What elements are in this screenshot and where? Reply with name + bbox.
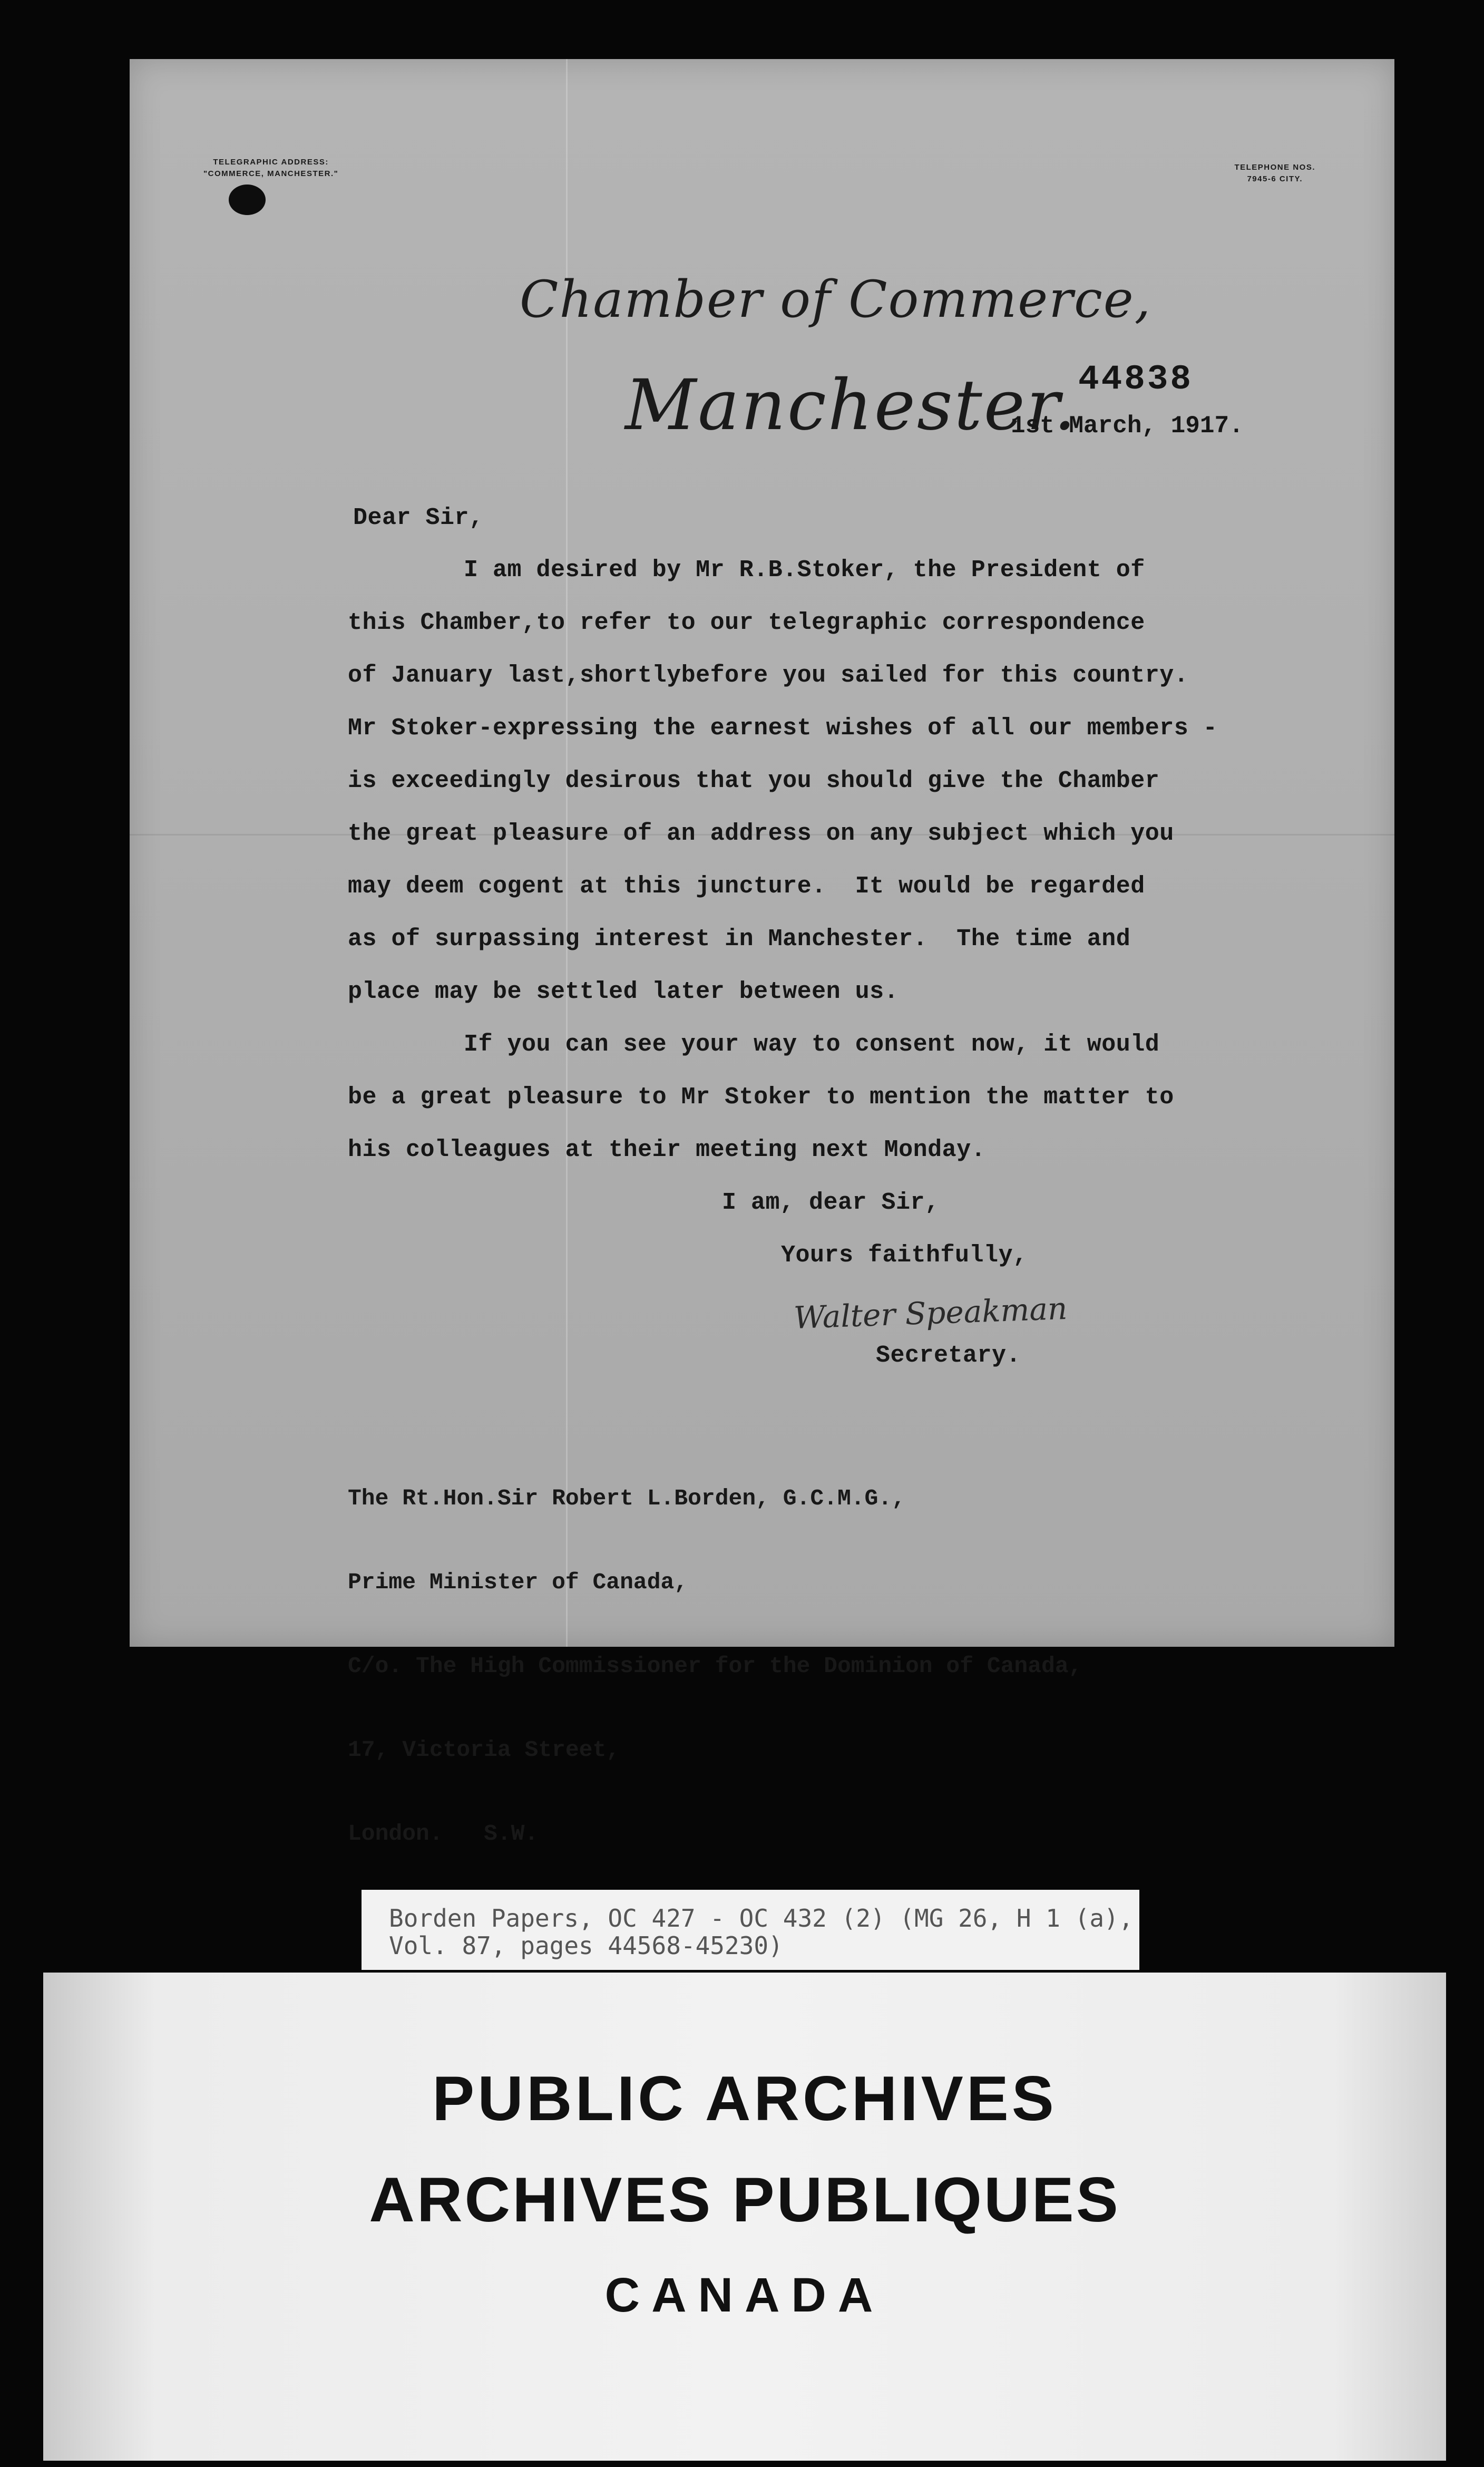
body-line: the great pleasure of an address on any subject which you <box>348 820 1174 847</box>
public-archives-card <box>43 1973 1446 2461</box>
reference-line: Vol. 87, pages 44568-45230) <box>389 1931 783 1960</box>
reference-line: Borden Papers, OC 427 - OC 432 (2) (MG 26, H 1 (a), <box>389 1904 1134 1932</box>
addressee-line: The Rt.Hon.Sir Robert L.Borden, G.C.M.G., <box>348 1485 905 1511</box>
body-line: as of surpassing interest in Manchester. The time and <box>348 926 1131 953</box>
archive-reference-label <box>362 1890 1139 1970</box>
handwritten-signature: Walter Speakman <box>793 1290 1068 1336</box>
archives-country: CANADA <box>604 2268 885 2322</box>
body-line: Mr Stoker-expressing the earnest wishes of all our members - <box>348 715 1218 742</box>
body-line: this Chamber,to refer to our telegraphic correspondence <box>348 609 1145 636</box>
signatory-title: Secretary. <box>876 1342 1021 1369</box>
addressee-line: 17, Victoria Street, <box>348 1737 620 1763</box>
body-line: be a great pleasure to Mr Stoker to mention the matter to <box>348 1084 1174 1111</box>
telegraphic-address-label: TELEGRAPHIC ADDRESS: <box>213 158 329 167</box>
body-line: If you can see your way to consent now, it would <box>348 1031 1160 1058</box>
telegraphic-address-value: "COMMERCE, MANCHESTER." <box>203 169 339 178</box>
salutation: Dear Sir, <box>353 504 484 531</box>
archives-title-english: PUBLIC ARCHIVES <box>432 2063 1057 2134</box>
letterhead-city: Manchester. <box>625 365 1078 446</box>
body-line: of January last,shortlybefore you sailed for this country. <box>348 662 1189 689</box>
ink-blot <box>229 184 266 215</box>
letterhead-organization: Chamber of Commerce, <box>520 270 1152 329</box>
addressee-line: C/o. The High Commissioner for the Dominion of Canada, <box>348 1653 1082 1679</box>
telegraphic-address <box>203 157 338 180</box>
body-line: is exceedingly desirous that you should give the Chamber <box>348 768 1160 794</box>
closing-valediction: Yours faithfully, <box>781 1242 1028 1269</box>
addressee-block <box>348 1429 1082 1903</box>
addressee-line: Prime Minister of Canada, <box>348 1569 688 1595</box>
closing-line: I am, dear Sir, <box>722 1189 940 1216</box>
telephone-numbers <box>1234 162 1315 185</box>
archives-title-french: ARCHIVES PUBLIQUES <box>369 2164 1120 2235</box>
body-line: place may be settled later between us. <box>348 978 899 1005</box>
addressee-line: London. S.W. <box>348 1821 539 1847</box>
telephone-value: 7945-6 CITY. <box>1247 174 1303 183</box>
body-line: his colleagues at their meeting next Monday. <box>348 1137 986 1163</box>
document-number: 44838 <box>1078 360 1194 399</box>
letter-date: 1st March, 1917. <box>1011 412 1244 440</box>
body-line: I am desired by Mr R.B.Stoker, the President of <box>348 557 1145 584</box>
telephone-label: TELEPHONE NOS. <box>1234 163 1315 172</box>
body-line: may deem cogent at this juncture. It would be regarded <box>348 873 1145 900</box>
letter-sheet <box>130 59 1394 1847</box>
